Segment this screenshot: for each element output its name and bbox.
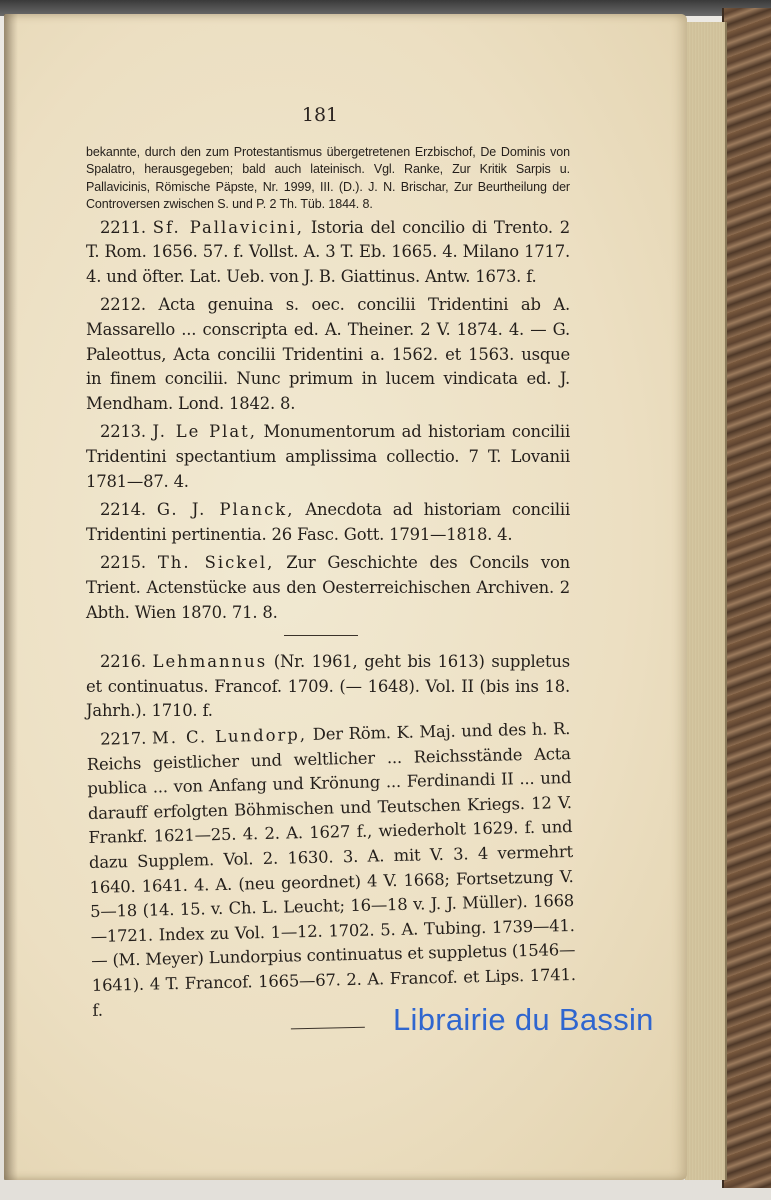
entry-author: Sf. Pallavicini,: [152, 217, 304, 237]
entry-author: Th. Sickel,: [157, 553, 275, 573]
entry-text: Monumentorum ad historiam concilii Tridentini spectantium amplissima collectio. 7 T. Lovanii 1781—87. 4.: [86, 422, 571, 491]
entry-number: 2211.: [100, 217, 146, 237]
entry-2214: [86, 498, 570, 547]
entry-2211: [86, 216, 570, 290]
entry-text: Der Röm. K. Maj. und des h. R. Reichs geistlicher und weltlicher ... Reichsstände Acta publica ... von Anfang und Krönung ... Ferdinandi II ... und darauff erfolgten Böhmischen und Teutschen Kriegs. 12 V. Frankf. 1621—25. 4. 2. A. 1627 f., wiederholt 1629. f. und dazu Supplem. Vol. 2. 1630. 3. A. mit V. 3. 4 vermehrt 1640. 1641. 4. A. (neu geordnet) 4 V. 1668; Fortsetzung V. 5—18 (14. 15. v. Ch. L. Leucht; 16—18 v. J. J. Müller). 1668—1721. Index zu Vol. 1—12. 1702. 5. A. Tubing. 1739—41. — (M. Meyer) Lundorpius continuatus et suppletus (1546—1641). 4 T. Francof. 1665—67. 2. A. Francof. et Lips. 1741. f.: [86, 718, 576, 1020]
closing-divider: [291, 1027, 365, 1030]
entry-author: J. Le Plat,: [152, 422, 257, 442]
entry-2212: [86, 293, 570, 416]
watermark-text: Librairie du Bassin: [393, 1002, 654, 1037]
entry-number: 2215.: [100, 553, 146, 573]
entry-text: Istoria del concilio di Trento. 2 T. Rom. 1656. 57. f. Vollst. A. 3 T. Eb. 1665. 4. Milano 1717. 4. und öfter. Lat. Ueb. von J. B. Giattinus. Antw. 1673. f.: [86, 217, 570, 286]
entry-number: 2214.: [100, 500, 146, 520]
entry-text: Zur Geschichte des Concils von Trient. Actenstücke aus den Oesterreichischen Archiven. 2 Abth. Wien 1870. 71. 8.: [86, 553, 571, 622]
entry-number: 2217.: [100, 728, 147, 749]
entry-number: 2212.: [100, 295, 146, 315]
section-divider: [284, 635, 358, 636]
entry-author: M. C. Lundorp,: [151, 724, 308, 748]
entry-author: G. J. Planck,: [156, 500, 295, 520]
entry-2213: [86, 420, 570, 494]
text-block: [86, 144, 576, 1048]
marbled-cover: [722, 8, 771, 1188]
entry-2216: [86, 650, 570, 724]
entry-text: (Nr. 1961, geht bis 1613) suppletus et continuatus. Francof. 1709. (— 1648). Vol. II (bis ins 18. Jahrh.). 1710. f.: [86, 652, 570, 721]
entry-number: 2216.: [100, 652, 146, 672]
page-edges: [685, 22, 727, 1180]
entry-2217: [86, 717, 577, 1023]
entry-author: Lehmannus: [152, 652, 268, 672]
skewed-lower-block: [86, 717, 577, 1034]
footnote-continuation: bekannte, durch den zum Protestantismus übergetretenen Erzbischof, De Dominis von Spalatro, herausgegeben; bald auch lateinisch. Vgl. Ranke, Zur Kritik Sarpis u. Pallavicinis, Römische Päpste, Nr. 1999, III. (D.). J. N. Brischar, Zur Beurtheilung der Controversen zwischen S. und P. 2 Th. Tüb. 1844. 8.: [86, 145, 570, 212]
entry-text: Anecdota ad historiam concilii Tridentini pertinentia. 26 Fasc. Gott. 1791—1818. 4.: [86, 500, 570, 544]
entry-2215: [86, 551, 570, 625]
entry-text: Acta genuina s. oec. concilii Tridentini ab A. Massarello ... conscripta ed. A. Theiner. 2 V. 1874. 4. — G. Paleottus, Acta concilii Tridentini a. 1562. et 1563. usque in finem concilii. Nunc primum in lucem vindicata ed. J. Mendham. Lond. 1842. 8.: [86, 295, 570, 413]
entry-number: 2213.: [100, 422, 146, 442]
page-number: 181: [301, 104, 339, 126]
spine-shadow: [4, 14, 18, 1180]
